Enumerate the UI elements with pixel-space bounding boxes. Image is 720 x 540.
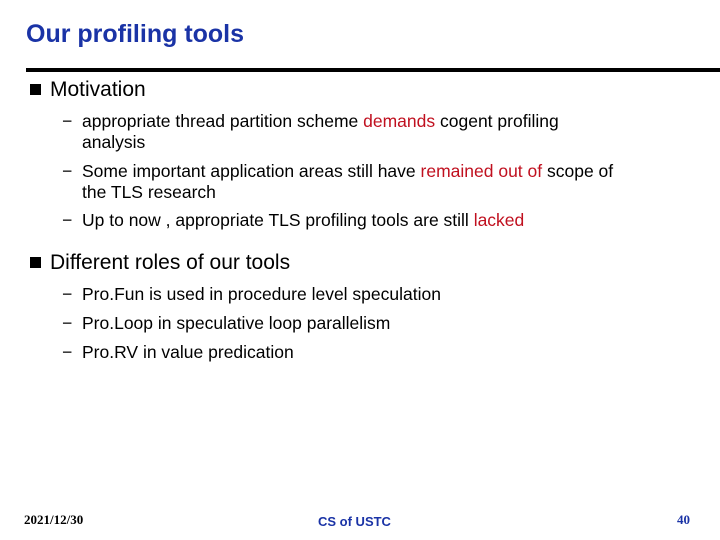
dash-bullet: − (62, 111, 73, 131)
dash-bullet: − (62, 313, 73, 333)
dash-bullet: − (62, 210, 73, 230)
dash-bullet: − (62, 342, 73, 362)
footer-date: 2021/12/30 (24, 512, 84, 527)
highlight-text: demands (363, 111, 436, 131)
bullet-square-icon (30, 257, 41, 268)
dash-bullet: − (62, 161, 73, 181)
list-item: − appropriate thread partition scheme demands cogent profiling (62, 111, 559, 131)
list-item: − Pro.RV in value predication (62, 342, 294, 362)
list-item: − Some important application areas still have remained out of scope of (62, 161, 614, 181)
footer-center-label: CS of USTC (318, 514, 391, 529)
page-number: 40 (677, 512, 690, 527)
section-heading: Motivation (50, 78, 146, 101)
slide-title: Our profiling tools (26, 20, 245, 48)
dash-bullet: − (62, 284, 73, 304)
title-divider (26, 68, 720, 72)
list-item: − Pro.Fun is used in procedure level speculation (62, 284, 441, 304)
bullet-square-icon (30, 84, 41, 95)
list-item-continuation: analysis (82, 132, 146, 152)
list-item-continuation: the TLS research (82, 182, 216, 202)
highlight-text: lacked (473, 210, 525, 230)
list-item: − Up to now , appropriate TLS profiling tools are still lacked (62, 210, 525, 230)
highlight-text: remained out of (420, 161, 543, 181)
section-heading: Different roles of our tools (50, 251, 291, 274)
list-item: − Pro.Loop in speculative loop parallelism (62, 313, 391, 333)
